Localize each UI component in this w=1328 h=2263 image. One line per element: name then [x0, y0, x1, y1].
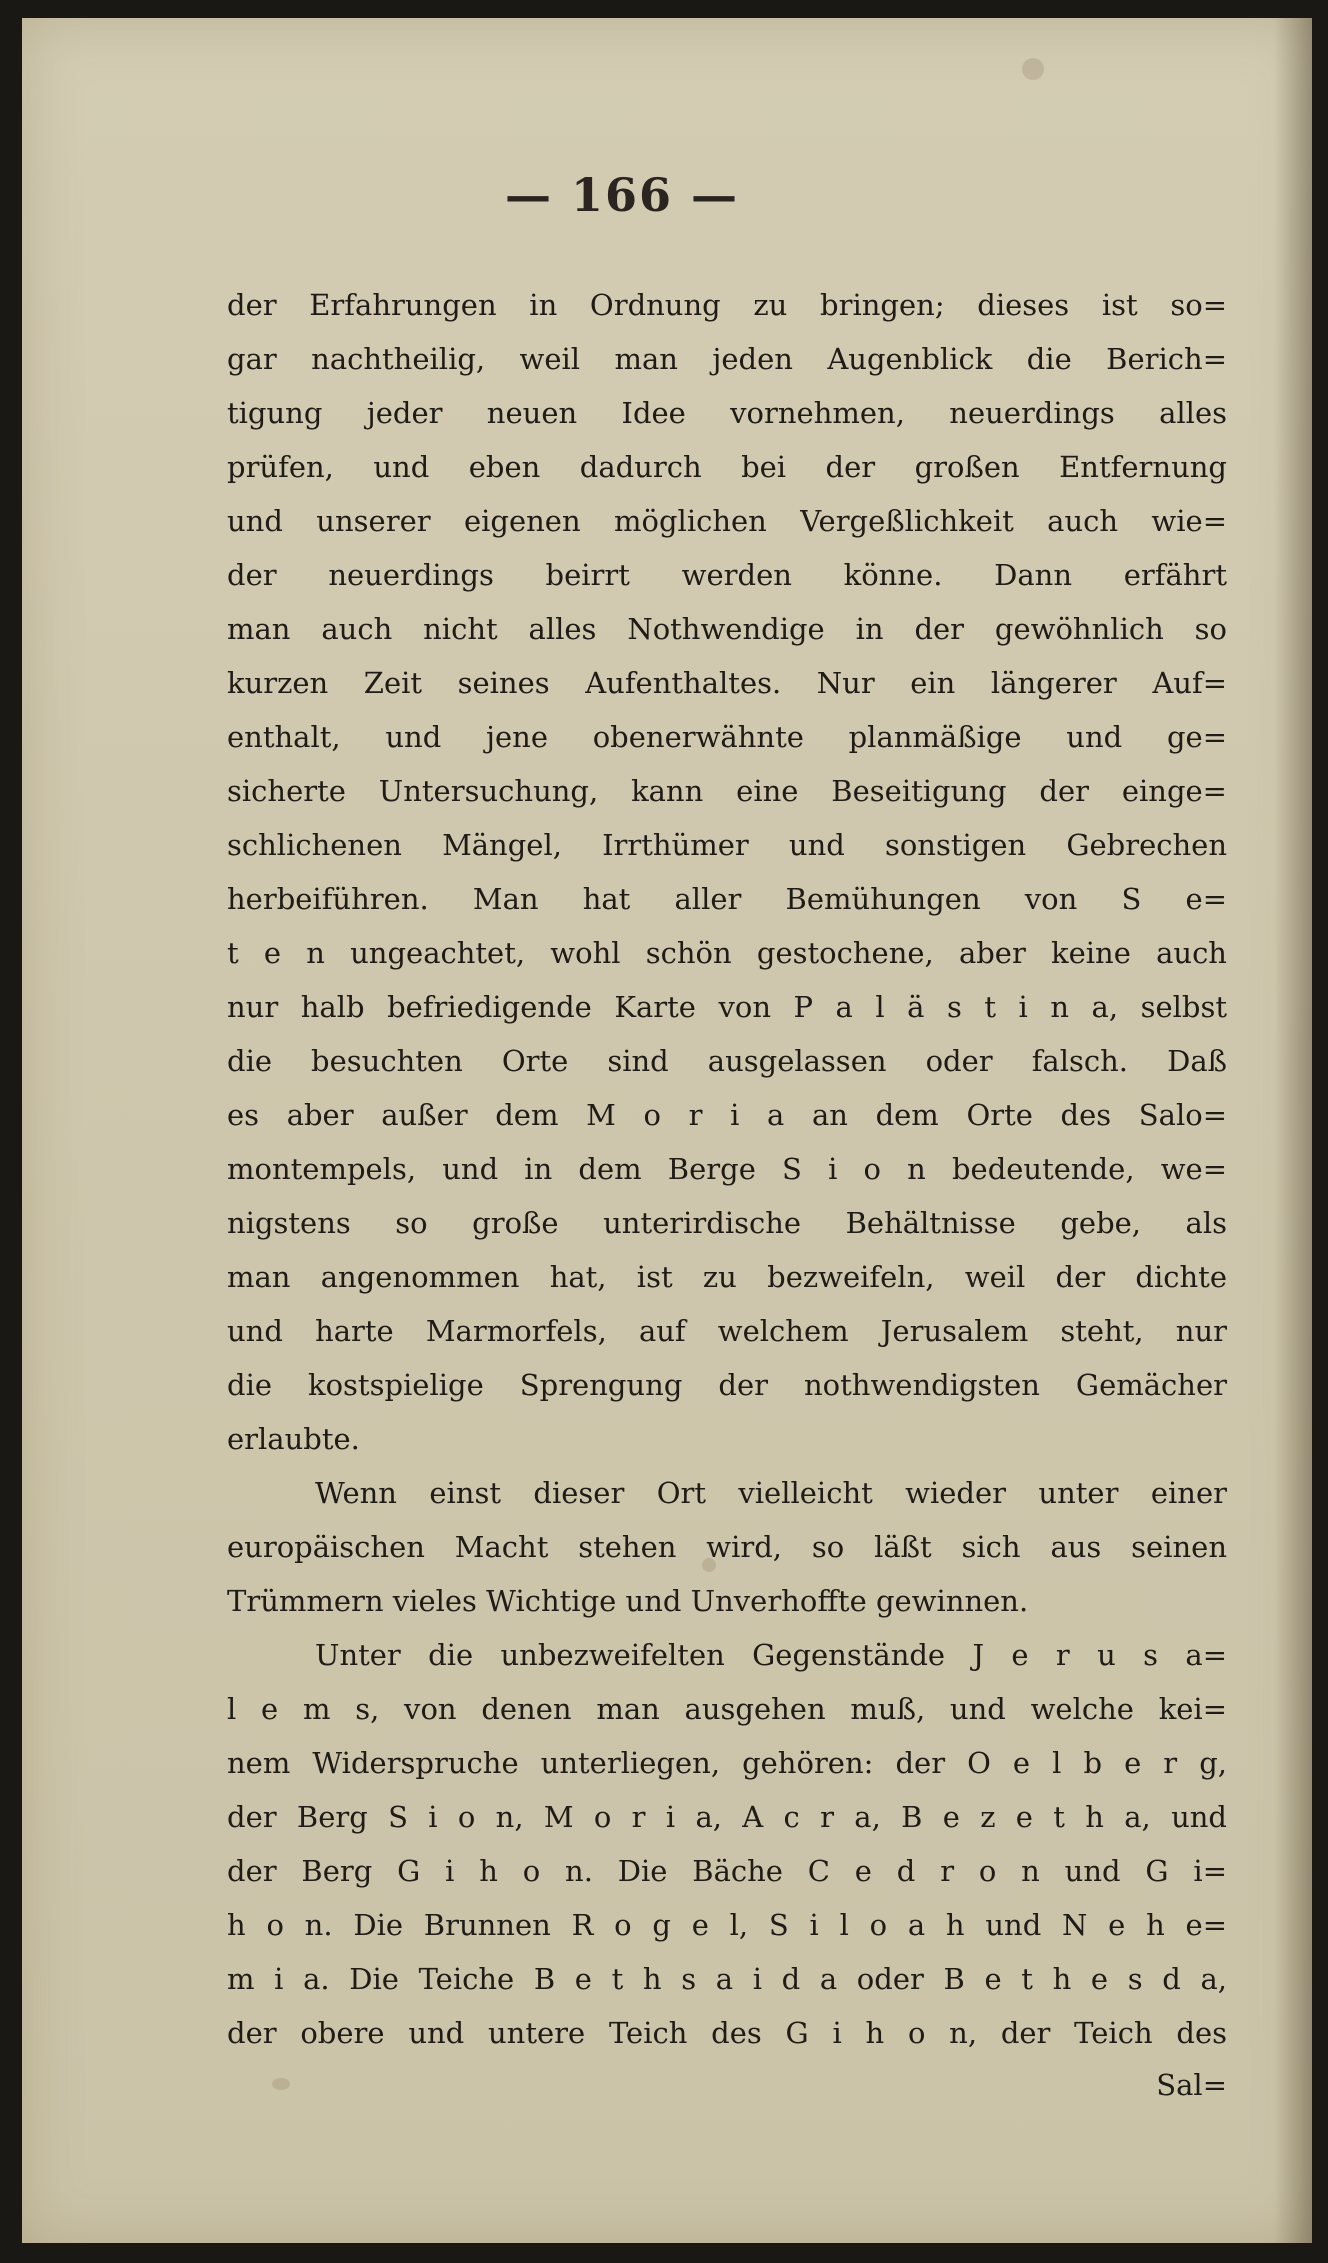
page-edge-shadow [1274, 18, 1312, 2243]
text-line: und unserer eigenen möglichen Vergeßlichkeit auch wie= [227, 504, 1227, 538]
catchword: Sal= [1156, 2068, 1227, 2102]
text-line: prüfen, und eben dadurch bei der großen Entfernung [227, 450, 1227, 484]
paper-stain [1022, 58, 1044, 80]
text-line: es aber außer dem M o r i a an dem Orte des Salo= [227, 1098, 1227, 1132]
text-line: Wenn einst dieser Ort vielleicht wieder unter einer [315, 1476, 1227, 1510]
book-page [22, 18, 1312, 2243]
text-line: Unter die unbezweifelten Gegenstände J e r u s a= [315, 1638, 1227, 1672]
text-line: nigstens so große unterirdische Behältnisse gebe, als [227, 1206, 1227, 1240]
text-line: nur halb befriedigende Karte von P a l ä s t i n a, selbst [227, 990, 1227, 1024]
text-line: nem Widerspruche unterliegen, gehören: der O e l b e r g, [227, 1746, 1227, 1780]
text-line: schlichenen Mängel, Irrthümer und sonstigen Gebrechen [227, 828, 1227, 862]
text-line: der Erfahrungen in Ordnung zu bringen; dieses ist so= [227, 288, 1227, 322]
body-text [227, 278, 1227, 2060]
text-line: t e n ungeachtet, wohl schön gestochene, aber keine auch [227, 936, 1227, 970]
text-line: tigung jeder neuen Idee vornehmen, neuerdings alles [227, 396, 1227, 430]
text-line: l e m s, von denen man ausgehen muß, und welche kei= [227, 1692, 1227, 1726]
text-line: erlaubte. [227, 1422, 360, 1456]
text-line: montempels, und in dem Berge S i o n bedeutende, we= [227, 1152, 1227, 1186]
text-line: man auch nicht alles Nothwendige in der gewöhnlich so [227, 612, 1227, 646]
text-line: man angenommen hat, ist zu bezweifeln, weil der dichte [227, 1260, 1227, 1294]
text-line: gar nachtheilig, weil man jeden Augenblick die Berich= [227, 342, 1227, 376]
text-line: der Berg G i h o n. Die Bäche C e d r o n und G i= [227, 1854, 1227, 1888]
text-line: Trümmern vieles Wichtige und Unverhoffte gewinnen. [227, 1584, 1029, 1618]
text-line: die besuchten Orte sind ausgelassen oder falsch. Daß [227, 1044, 1227, 1078]
text-line: sicherte Untersuchung, kann eine Beseitigung der einge= [227, 774, 1227, 808]
text-line: der neuerdings beirrt werden könne. Dann erfährt [227, 558, 1227, 592]
text-line: die kostspielige Sprengung der nothwendigsten Gemächer [227, 1368, 1227, 1402]
text-line: der obere und untere Teich des G i h o n, der Teich des [227, 2016, 1227, 2050]
text-line: m i a. Die Teiche B e t h s a i d a oder B e t h e s d a, [227, 1962, 1227, 1996]
text-line: enthalt, und jene obenerwähnte planmäßige und ge= [227, 720, 1227, 754]
page-number: — 166 — [504, 168, 740, 222]
text-line: herbeiführen. Man hat aller Bemühungen von S e= [227, 882, 1227, 916]
text-line: h o n. Die Brunnen R o g e l, S i l o a h und N e h e= [227, 1908, 1227, 1942]
text-line: kurzen Zeit seines Aufenthaltes. Nur ein längerer Auf= [227, 666, 1227, 700]
text-line: der Berg S i o n, M o r i a, A c r a, B e z e t h a, und [227, 1800, 1227, 1834]
text-line: und harte Marmorfels, auf welchem Jerusalem steht, nur [227, 1314, 1227, 1348]
text-line: europäischen Macht stehen wird, so läßt sich aus seinen [227, 1530, 1227, 1564]
